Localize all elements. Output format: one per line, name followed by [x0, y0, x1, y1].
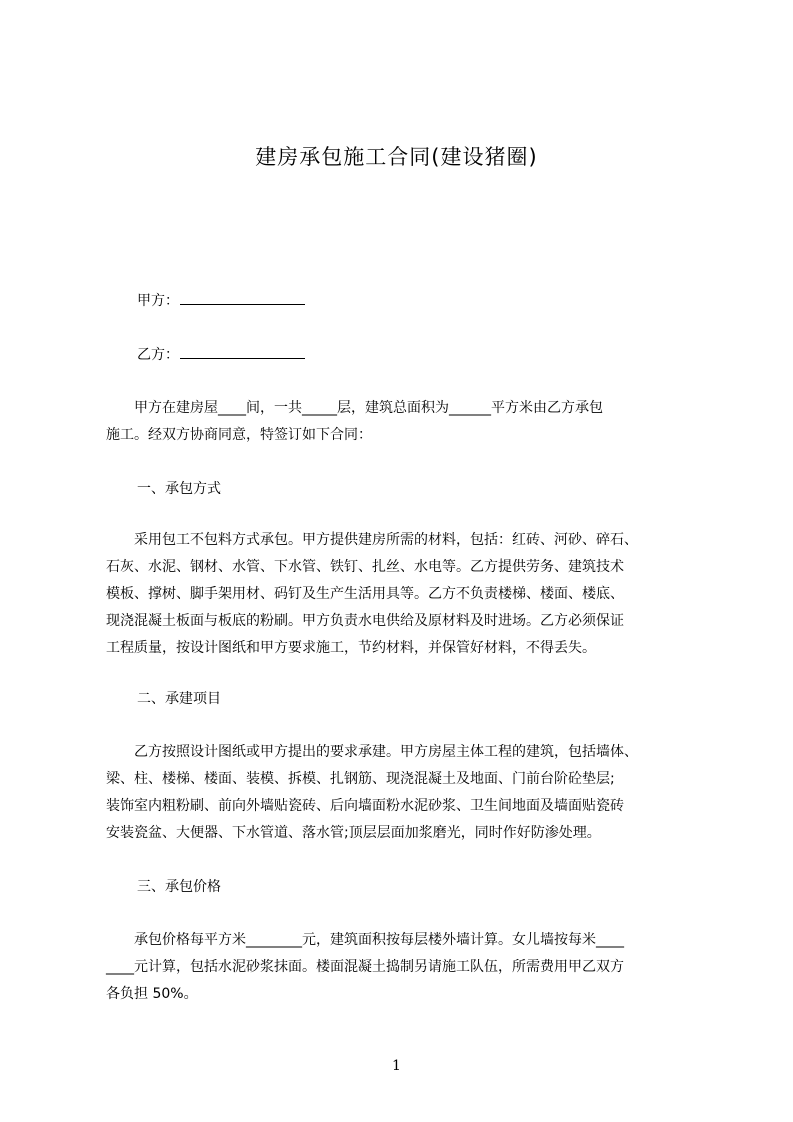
section-heading-3: 三、承包价格 [137, 879, 221, 895]
party-a-field [137, 290, 305, 312]
party-b-label: 乙方： [137, 347, 179, 363]
paragraph-line: 现浇混凝土板面与板底的粉刷。甲方负责水电供给及原材料及时进场。乙方必须保证 [106, 613, 624, 629]
paragraph-line: 梁、柱、楼梯、楼面、装模、拆模、扎钢筋、现浇混凝土及地面、门前台阶砼垫层; [106, 771, 615, 787]
paragraph-line: 安装瓷盆、大便器、下水管道、落水管;顶层层面加浆磨光，同时作好防渗处理。 [106, 825, 601, 841]
document-title: 建房承包施工合同(建设猪圈) [255, 145, 538, 169]
section-paragraph-1 [106, 527, 706, 662]
paragraph-line: ____元计算，包括水泥砂浆抹面。楼面混凝土捣制另请施工队伍，所需费用甲乙双方 [106, 959, 624, 975]
section-paragraph-2 [106, 739, 706, 847]
party-a-label: 甲方： [137, 293, 179, 309]
page-number: 1 [392, 1058, 401, 1074]
party-b-field [137, 344, 305, 366]
paragraph-line: 模板、撑树、脚手架用材、码钉及生产生活用具等。乙方不负责楼梯、楼面、楼底、 [106, 586, 624, 602]
paragraph-line: 承包价格每平方米________元，建筑面积按每层楼外墙计算。女儿墙按每米____ [106, 932, 624, 948]
party-b-blank [180, 344, 305, 359]
intro-line: 甲方在建房屋____间，一共_____层，建筑总面积为______平方米由乙方承包 [106, 400, 603, 416]
section-paragraph-3 [106, 927, 706, 1008]
section-heading-1: 一、承包方式 [137, 481, 221, 497]
party-a-blank [180, 290, 305, 305]
paragraph-line: 工程质量，按设计图纸和甲方要求施工，节约材料，并保管好材料，不得丢失。 [106, 640, 596, 656]
paragraph-line: 采用包工不包料方式承包。甲方提供建房所需的材料，包括：红砖、河砂、碎石、 [106, 532, 638, 548]
paragraph-line: 石灰、水泥、钢材、水管、下水管、铁钉、扎丝、水电等。乙方提供劳务、建筑技术 [106, 559, 624, 575]
intro-paragraph [106, 395, 706, 449]
paragraph-line: 乙方按照设计图纸或甲方提出的要求承建。甲方房屋主体工程的建筑，包括墙体、 [106, 744, 638, 760]
paragraph-line: 装饰室内粗粉刷、前向外墙贴瓷砖、后向墙面粉水泥砂浆、卫生间地面及墙面贴瓷砖 [106, 798, 624, 814]
paragraph-line: 各负担 50%。 [106, 986, 198, 1002]
intro-line: 施工。经双方协商同意，特签订如下合同： [106, 427, 372, 443]
section-heading-2: 二、承建项目 [137, 691, 221, 707]
